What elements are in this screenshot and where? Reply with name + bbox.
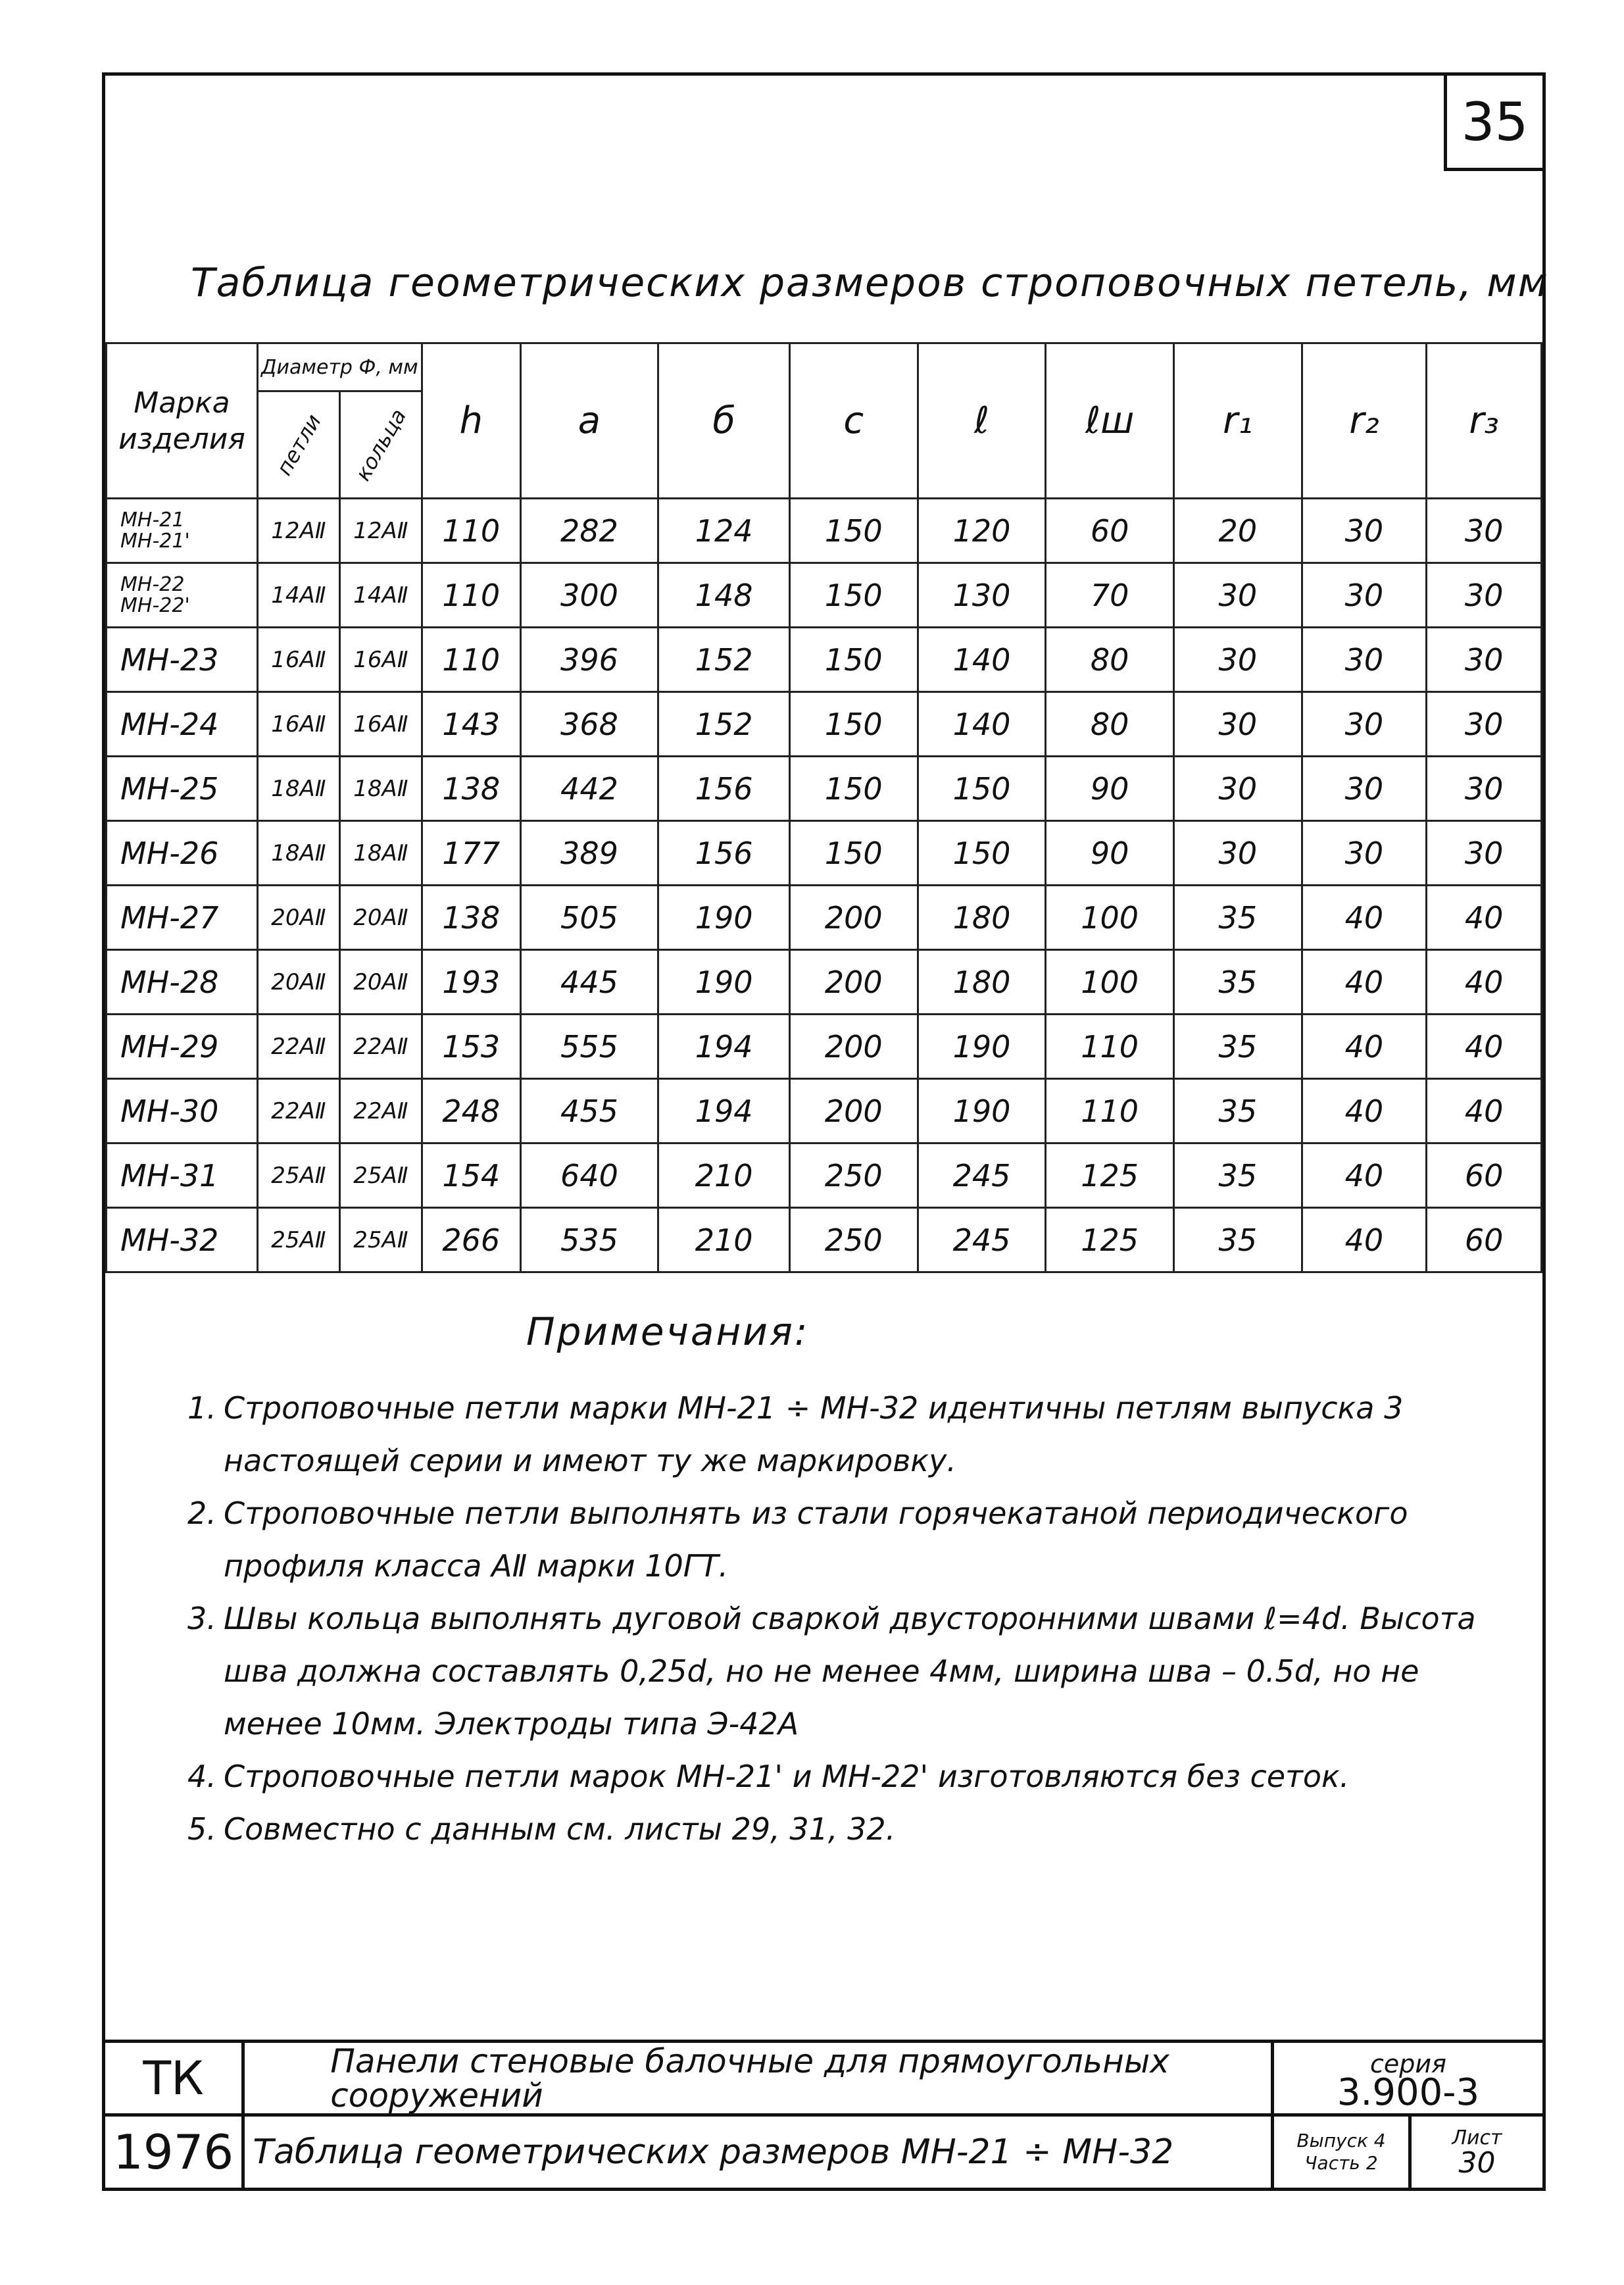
cell-loop: 25АⅡ (257, 1143, 339, 1208)
cell-a: 555 (520, 1015, 658, 1079)
note-number: 3. (187, 1601, 216, 1636)
cell-lsh: 125 (1046, 1208, 1174, 1272)
cell-b: 194 (658, 1079, 790, 1143)
cell-r2: 40 (1302, 886, 1427, 950)
cell-ring: 12АⅡ (339, 499, 422, 563)
cell-a: 300 (520, 563, 658, 628)
cell-r2: 30 (1302, 628, 1427, 692)
header-r3: r₃ (1427, 343, 1542, 499)
cell-lsh: 110 (1046, 1015, 1174, 1079)
cell-loop: 16АⅡ (257, 628, 339, 692)
cell-mark: МН-25 (107, 757, 258, 821)
cell-loop: 18АⅡ (257, 821, 339, 886)
stamp-project-title: Панели стеновые балочные для прямоугольных сооружений (243, 2042, 1273, 2115)
cell-loop: 25АⅡ (257, 1208, 339, 1272)
header-loop: петли (257, 391, 339, 499)
note-item (187, 1592, 1516, 1750)
cell-r1: 35 (1174, 1208, 1302, 1272)
stamp-issue: Выпуск 4 (1296, 2130, 1386, 2151)
table-row (107, 1015, 1542, 1079)
cell-a: 640 (520, 1143, 658, 1208)
cell-l: 245 (918, 1208, 1046, 1272)
cell-l: 140 (918, 692, 1046, 757)
table-row (107, 821, 1542, 886)
table-row (107, 1208, 1542, 1272)
cell-r2: 30 (1302, 821, 1427, 886)
cell-r1: 30 (1174, 821, 1302, 886)
cell-r2: 30 (1302, 563, 1427, 628)
cell-h: 248 (422, 1079, 520, 1143)
cell-l: 140 (918, 628, 1046, 692)
page-number: 35 (1444, 72, 1546, 171)
cell-mark: МН-29 (107, 1015, 258, 1079)
cell-r2: 40 (1302, 1208, 1427, 1272)
stamp-sheet-title: Таблица геометрических размеров МН-21 ÷ МН-32 (243, 2115, 1273, 2190)
cell-l: 150 (918, 757, 1046, 821)
cell-c: 200 (789, 950, 918, 1015)
cell-c: 150 (789, 499, 918, 563)
note-item (187, 1803, 1516, 1855)
cell-r3: 40 (1427, 886, 1542, 950)
cell-lsh: 100 (1046, 886, 1174, 950)
cell-ring: 20АⅡ (339, 950, 422, 1015)
cell-r3: 30 (1427, 499, 1542, 563)
cell-r3: 40 (1427, 950, 1542, 1015)
cell-b: 156 (658, 821, 790, 886)
cell-ring: 22АⅡ (339, 1015, 422, 1079)
cell-loop: 14АⅡ (257, 563, 339, 628)
cell-loop: 16АⅡ (257, 692, 339, 757)
note-text: Строповочные петли марок МН-21' и МН-22' изготовляются без сеток. (224, 1759, 1350, 1794)
header-r2: r₂ (1302, 343, 1427, 499)
cell-lsh: 110 (1046, 1079, 1174, 1143)
cell-mark: МН-22 МН-22' (107, 563, 258, 628)
cell-r2: 40 (1302, 1143, 1427, 1208)
cell-c: 150 (789, 563, 918, 628)
cell-r1: 30 (1174, 757, 1302, 821)
cell-mark: МН-26 (107, 821, 258, 886)
cell-l: 245 (918, 1143, 1046, 1208)
cell-h: 138 (422, 757, 520, 821)
cell-mark: МН-32 (107, 1208, 258, 1272)
cell-l: 120 (918, 499, 1046, 563)
header-c: c (789, 343, 918, 499)
table-row (107, 1079, 1542, 1143)
cell-b: 190 (658, 950, 790, 1015)
cell-b: 210 (658, 1143, 790, 1208)
cell-ring: 16АⅡ (339, 692, 422, 757)
cell-mark: МН-21 МН-21' (107, 499, 258, 563)
cell-r2: 40 (1302, 1015, 1427, 1079)
cell-h: 177 (422, 821, 520, 886)
cell-c: 200 (789, 1079, 918, 1143)
cell-a: 455 (520, 1079, 658, 1143)
cell-r1: 30 (1174, 628, 1302, 692)
cell-l: 180 (918, 950, 1046, 1015)
note-item (187, 1750, 1516, 1803)
note-item (187, 1487, 1516, 1592)
cell-b: 152 (658, 692, 790, 757)
note-item (187, 1382, 1516, 1487)
cell-lsh: 125 (1046, 1143, 1174, 1208)
cell-r1: 35 (1174, 1015, 1302, 1079)
cell-loop: 20АⅡ (257, 886, 339, 950)
cell-c: 150 (789, 628, 918, 692)
table-title: Таблица геометрических размеров строповочных петель, мм (191, 260, 1549, 306)
header-h: h (422, 343, 520, 499)
cell-c: 150 (789, 757, 918, 821)
table-row (107, 950, 1542, 1015)
cell-r2: 30 (1302, 499, 1427, 563)
cell-c: 250 (789, 1143, 918, 1208)
cell-ring: 18АⅡ (339, 821, 422, 886)
header-mark: Марка изделия (107, 343, 258, 499)
stamp-issue-part (1273, 2115, 1410, 2190)
header-a: a (520, 343, 658, 499)
stamp-part: Часть 2 (1304, 2152, 1378, 2174)
header-b: б (658, 343, 790, 499)
cell-r3: 30 (1427, 563, 1542, 628)
notes-title: Примечания: (526, 1309, 810, 1354)
cell-r3: 30 (1427, 628, 1542, 692)
table-row (107, 499, 1542, 563)
stamp-org: ТК (104, 2042, 243, 2115)
cell-r1: 35 (1174, 1079, 1302, 1143)
cell-loop: 22АⅡ (257, 1079, 339, 1143)
cell-r3: 60 (1427, 1208, 1542, 1272)
cell-b: 148 (658, 563, 790, 628)
notes-list (187, 1382, 1516, 1855)
cell-mark: МН-28 (107, 950, 258, 1015)
cell-l: 130 (918, 563, 1046, 628)
cell-a: 445 (520, 950, 658, 1015)
stamp-year: 1976 (104, 2115, 243, 2190)
table-row (107, 757, 1542, 821)
cell-mark: МН-24 (107, 692, 258, 757)
cell-c: 250 (789, 1208, 918, 1272)
note-text: Строповочные петли выполнять из стали горячекатаной периодического профиля класса АⅡ марки 10ГТ. (224, 1495, 1408, 1584)
cell-lsh: 60 (1046, 499, 1174, 563)
cell-r1: 35 (1174, 1143, 1302, 1208)
cell-b: 194 (658, 1015, 790, 1079)
table-row (107, 692, 1542, 757)
cell-ring: 14АⅡ (339, 563, 422, 628)
cell-c: 150 (789, 821, 918, 886)
cell-a: 368 (520, 692, 658, 757)
cell-b: 156 (658, 757, 790, 821)
header-lsh: ℓш (1046, 343, 1174, 499)
cell-lsh: 70 (1046, 563, 1174, 628)
stamp-series-label: серия (1370, 2049, 1446, 2078)
cell-loop: 18АⅡ (257, 757, 339, 821)
header-l: ℓ (918, 343, 1046, 499)
note-text: Совместно с данным см. листы 29, 31, 32. (224, 1811, 896, 1847)
cell-ring: 22АⅡ (339, 1079, 422, 1143)
cell-b: 190 (658, 886, 790, 950)
note-text: Строповочные петли марки МН-21 ÷ МН-32 идентичны петлям выпуска 3 настоящей серии и имеют ту же маркировку. (224, 1390, 1404, 1478)
cell-a: 442 (520, 757, 658, 821)
cell-l: 190 (918, 1015, 1046, 1079)
cell-r1: 35 (1174, 886, 1302, 950)
cell-h: 153 (422, 1015, 520, 1079)
cell-b: 124 (658, 499, 790, 563)
cell-a: 535 (520, 1208, 658, 1272)
table-row (107, 628, 1542, 692)
cell-r2: 40 (1302, 950, 1427, 1015)
cell-ring: 18АⅡ (339, 757, 422, 821)
cell-b: 210 (658, 1208, 790, 1272)
cell-r2: 30 (1302, 692, 1427, 757)
header-r1: r₁ (1174, 343, 1302, 499)
note-number: 2. (187, 1495, 216, 1531)
cell-ring: 16АⅡ (339, 628, 422, 692)
cell-r2: 40 (1302, 1079, 1427, 1143)
cell-r1: 30 (1174, 692, 1302, 757)
cell-h: 110 (422, 628, 520, 692)
cell-b: 152 (658, 628, 790, 692)
cell-lsh: 80 (1046, 628, 1174, 692)
stamp-sheet-label: Лист (1452, 2126, 1502, 2149)
cell-h: 193 (422, 950, 520, 1015)
cell-lsh: 90 (1046, 757, 1174, 821)
header-ring: кольца (339, 391, 422, 499)
cell-l: 190 (918, 1079, 1046, 1143)
table-row (107, 563, 1542, 628)
cell-r3: 30 (1427, 757, 1542, 821)
cell-lsh: 100 (1046, 950, 1174, 1015)
table-row (107, 886, 1542, 950)
cell-r3: 60 (1427, 1143, 1542, 1208)
cell-loop: 20АⅡ (257, 950, 339, 1015)
cell-ring: 20АⅡ (339, 886, 422, 950)
cell-r3: 30 (1427, 692, 1542, 757)
stamp-sheet-value: 30 (1458, 2146, 1496, 2180)
cell-r3: 40 (1427, 1015, 1542, 1079)
cell-a: 396 (520, 628, 658, 692)
cell-l: 180 (918, 886, 1046, 950)
cell-r2: 30 (1302, 757, 1427, 821)
cell-a: 505 (520, 886, 658, 950)
cell-lsh: 80 (1046, 692, 1174, 757)
cell-mark: МН-30 (107, 1079, 258, 1143)
cell-h: 143 (422, 692, 520, 757)
cell-lsh: 90 (1046, 821, 1174, 886)
cell-r3: 30 (1427, 821, 1542, 886)
cell-ring: 25АⅡ (339, 1208, 422, 1272)
cell-c: 200 (789, 886, 918, 950)
note-number: 5. (187, 1811, 216, 1847)
header-diameter: Диаметр Ф, мм (257, 343, 422, 391)
note-number: 4. (187, 1759, 216, 1794)
cell-r1: 35 (1174, 950, 1302, 1015)
cell-h: 266 (422, 1208, 520, 1272)
cell-loop: 22АⅡ (257, 1015, 339, 1079)
note-text: Швы кольца выполнять дуговой сваркой двусторонними швами ℓ=4d. Высота шва должна составлять 0,25d, но не менее 4мм, ширина шва – 0.5d, но не менее 10мм. Электроды типа Э-42А (224, 1601, 1476, 1742)
cell-h: 110 (422, 563, 520, 628)
cell-h: 138 (422, 886, 520, 950)
title-block (102, 2040, 1546, 2191)
cell-mark: МН-27 (107, 886, 258, 950)
cell-a: 282 (520, 499, 658, 563)
cell-l: 150 (918, 821, 1046, 886)
stamp-series (1273, 2042, 1544, 2115)
cell-h: 110 (422, 499, 520, 563)
cell-c: 200 (789, 1015, 918, 1079)
cell-loop: 12АⅡ (257, 499, 339, 563)
cell-mark: МН-31 (107, 1143, 258, 1208)
note-number: 1. (187, 1390, 216, 1426)
stamp-series-value: 3.900-3 (1337, 2071, 1480, 2114)
cell-mark: МН-23 (107, 628, 258, 692)
table-row (107, 1143, 1542, 1208)
cell-c: 150 (789, 692, 918, 757)
cell-r3: 40 (1427, 1079, 1542, 1143)
cell-r1: 30 (1174, 563, 1302, 628)
stamp-sheet (1410, 2115, 1544, 2190)
geometry-table (105, 342, 1542, 1273)
cell-h: 154 (422, 1143, 520, 1208)
cell-ring: 25АⅡ (339, 1143, 422, 1208)
cell-a: 389 (520, 821, 658, 886)
cell-r1: 20 (1174, 499, 1302, 563)
